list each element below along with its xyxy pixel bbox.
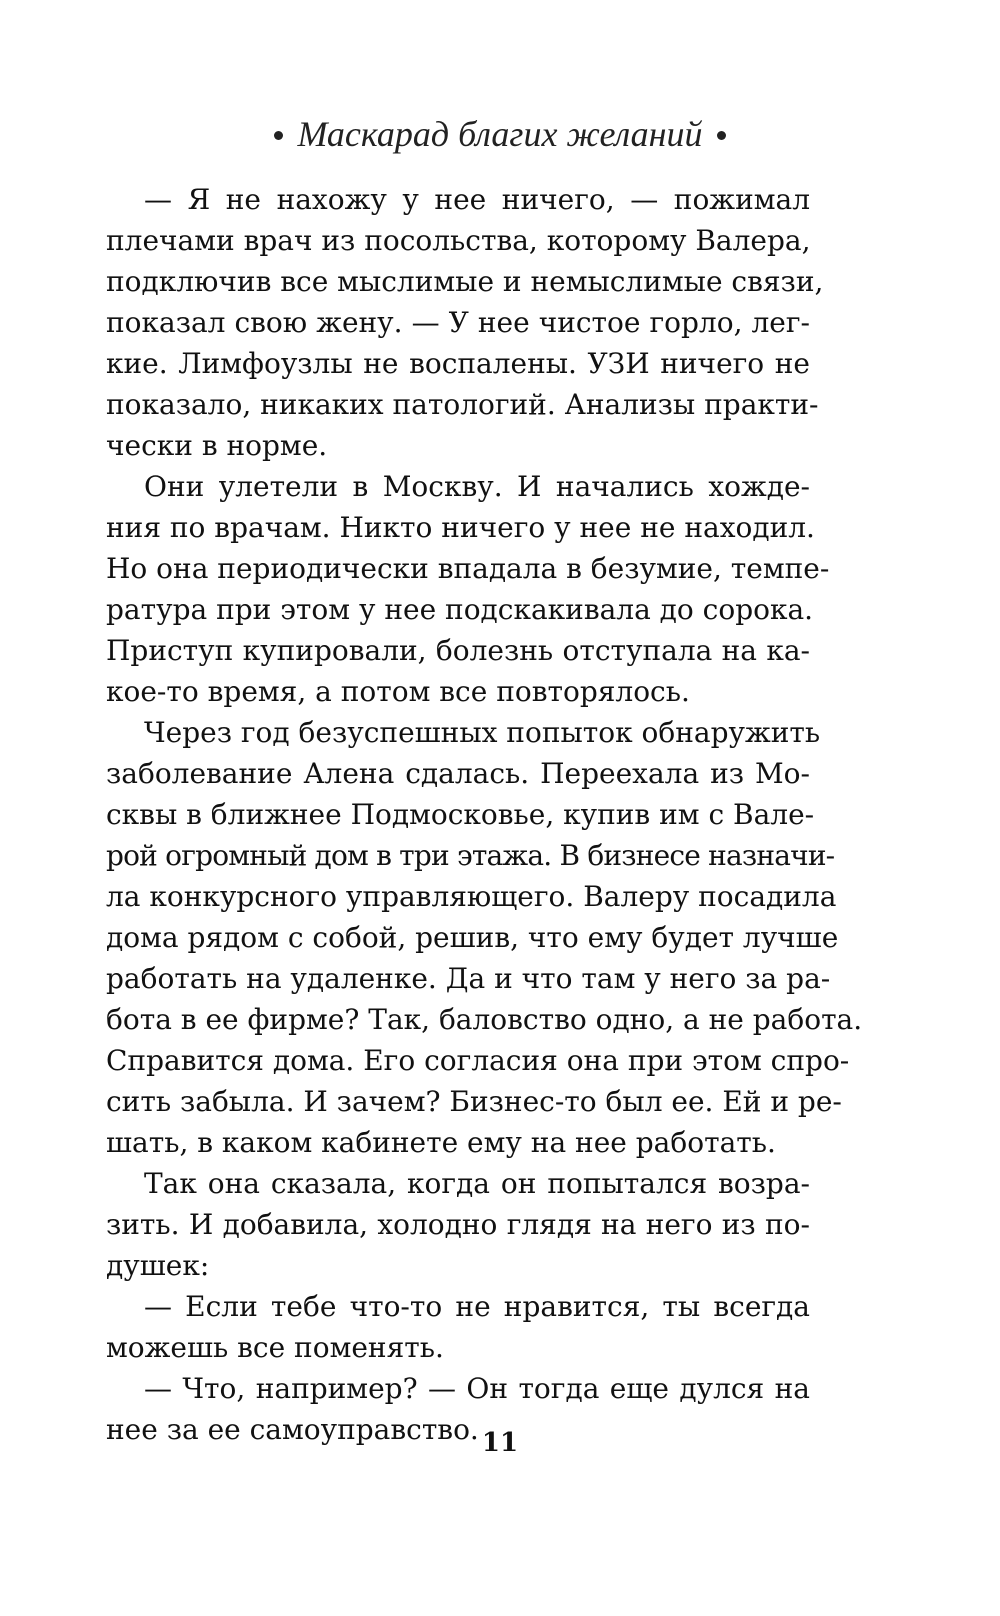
text-line: Через год безуспешных попыток обнаружить <box>144 716 821 749</box>
text-line: сквы в ближнее Подмосковье, купив им с Вале- <box>106 798 815 831</box>
running-title: Маскарад благих желаний <box>297 114 703 154</box>
text-line: кое-то время, а потом все повторялось. <box>106 675 690 708</box>
text-line: сить забыла. И зачем? Бизнес-то был ее. Ей и ре- <box>106 1085 842 1118</box>
text-line: ратура при этом у нее подскакивала до сорока. <box>106 593 814 626</box>
text-line: — Я не нахожу у нее ничего, — пожимал <box>144 183 810 216</box>
text-line: — Что, например? — Он тогда еще дулся на <box>144 1372 810 1405</box>
text-line: ла конкурсного управляющего. Валеру посадила <box>106 880 837 913</box>
text-line: зить. И добавила, холодно глядя на него из по- <box>106 1208 810 1241</box>
bullet-left-icon <box>274 131 283 140</box>
text-line: Они улетели в Москву. И начались хожде- <box>144 470 810 503</box>
text-line: нее за ее самоуправство. <box>106 1413 479 1446</box>
text-line: заболевание Алена сдалась. Переехала из Мо- <box>106 757 810 790</box>
page-number: 11 <box>481 1428 519 1458</box>
text-line: Так она сказала, когда он попытался возра- <box>144 1167 810 1200</box>
text-line: работать на удаленке. Да и что там у него за ра- <box>106 962 831 995</box>
text-line: показал свою жену. — У нее чистое горло, лег- <box>106 306 810 339</box>
page-body-text <box>106 179 863 1450</box>
text-line: можешь все поменять. <box>106 1331 444 1364</box>
text-line: Справится дома. Его согласия она при этом спро- <box>106 1044 850 1077</box>
bullet-right-icon <box>717 131 726 140</box>
text-line: кие. Лимфоузлы не воспалены. УЗИ ничего не <box>106 347 810 380</box>
text-line: — Если тебе что-то не нравится, ты всегда <box>144 1290 810 1323</box>
text-line: душек: <box>106 1249 210 1282</box>
text-line: плечами врач из посольства, которому Валера, <box>106 224 811 257</box>
text-line: чески в норме. <box>106 429 328 462</box>
text-line: рой огромный дом в три этажа. В бизнесе назначи- <box>106 839 835 872</box>
running-header <box>0 112 1000 156</box>
text-line: показало, никаких патологий. Анализы практи- <box>106 388 819 421</box>
text-line: дома рядом с собой, решив, что ему будет лучше <box>106 921 839 954</box>
text-line: шать, в каком кабинете ему на нее работать. <box>106 1126 776 1159</box>
text-line: бота в ее фирме? Так, баловство одно, а не работа. <box>106 1003 863 1036</box>
text-line: Но она периодически впадала в безумие, темпе- <box>106 552 830 585</box>
text-line: подключив все мыслимые и немыслимые связи, <box>106 265 824 298</box>
text-line: ния по врачам. Никто ничего у нее не находил. <box>106 511 815 544</box>
text-line: Приступ купировали, болезнь отступала на ка- <box>106 634 810 667</box>
